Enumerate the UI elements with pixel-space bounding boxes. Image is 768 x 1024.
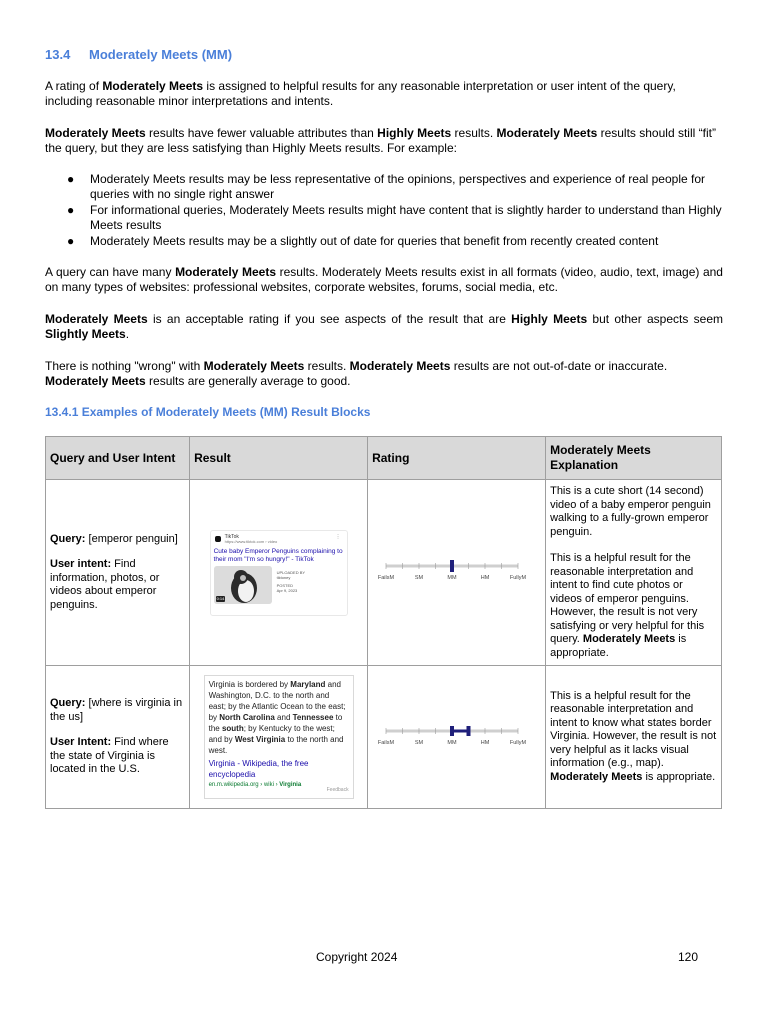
bold-term: Moderately Meets: [45, 374, 146, 388]
text: and Washington, D.C. to the north and east; by the Atlantic Ocean to the east; by: [208, 680, 346, 722]
video-duration: 0:14: [216, 595, 225, 601]
text: results.: [304, 359, 350, 373]
bold-term: Moderately Meets: [175, 265, 277, 279]
intent-label: User Intent:: [50, 736, 112, 749]
list-item: [45, 172, 725, 202]
text: A query can have many: [45, 265, 176, 279]
bold-term: Moderately Meets: [349, 359, 451, 373]
text: A rating of: [45, 79, 103, 93]
result-title-link: Cute baby Emperor Penguins complaining to their mom "I'm so hungry!" - TikTok: [213, 547, 343, 563]
column-header: Moderately Meets Explanation: [546, 437, 722, 480]
feedback-link: Feedback: [326, 787, 349, 793]
scale-label: HM: [480, 575, 490, 582]
list-item-text: For informational queries, Moderately Meets results might have content that is slightly harder to understand than Highly Meets results: [90, 203, 722, 232]
result-cell: [190, 480, 368, 666]
query: [50, 697, 185, 724]
url-bold: Virginia: [279, 782, 302, 788]
intent-text: Find information, photos, or videos about emperor penguins.: [50, 558, 160, 611]
text: and: [274, 713, 293, 722]
uploaded-by: tiktoney: [276, 574, 291, 580]
text: This is a helpful result for the reasonable interpretation and intent to find cute photos or videos of emperor penguins. However, the result is not very satisfying or very helpful for this query.: [550, 552, 705, 645]
intent-text: Find where the state of Virginia is located in the U.S.: [50, 736, 169, 776]
query-label: Query:: [50, 697, 86, 710]
bold-term: Moderately Meets: [582, 633, 676, 645]
uploaded-by-label: UPLOADED BY: [276, 569, 306, 575]
nothing-wrong-paragraph: [45, 359, 723, 389]
rating-cell: [368, 480, 546, 666]
text: There is nothing "wrong" with: [45, 359, 204, 373]
result-source: TikTok: [224, 533, 239, 540]
bold-term: Tennessee: [292, 713, 334, 722]
scale-label: FullyM: [509, 575, 527, 582]
bold-term: West Virginia: [234, 735, 286, 744]
query-text: [where is virginia in the us]: [50, 697, 183, 723]
text: results are generally average to good.: [145, 374, 351, 388]
column-header: Rating: [368, 437, 546, 480]
text: Virginia is bordered by: [208, 680, 291, 689]
bold-term: Moderately Meets: [550, 770, 643, 783]
scale-label: FailsM: [377, 739, 395, 746]
examples-table: [45, 436, 722, 809]
rating-range: [452, 729, 469, 732]
text: to the: [208, 713, 343, 733]
bullet-icon: ●: [67, 172, 75, 186]
column-header: Query and User Intent: [46, 437, 190, 480]
query: [50, 533, 185, 547]
user-intent: [50, 736, 185, 777]
video-meta: [277, 570, 305, 593]
text: results have fewer valuable attributes than: [145, 126, 378, 140]
penguin-video-thumbnail: [214, 566, 272, 604]
scale-label: HM: [480, 739, 490, 746]
table-row: [46, 480, 722, 666]
result-url: https://www.tiktok.com › video: [224, 538, 278, 544]
rating-scale: [372, 715, 532, 755]
text: .: [125, 327, 130, 341]
text: results.: [451, 126, 497, 140]
table-header-row: [46, 437, 722, 480]
scale-label: FullyM: [509, 739, 527, 746]
wikipedia-result-snippet: [204, 675, 354, 799]
list-item: [45, 203, 725, 233]
posted-date: Apr 9, 2023: [276, 587, 298, 593]
bold-term: Highly Meets: [511, 312, 588, 326]
bold-term: Highly Meets: [377, 126, 452, 140]
text: results. Moderately Meets results exist in all formats (video, audio, text, image) and on many types of websites: professional websites, corporate websites, forums, social media, etc.: [45, 265, 723, 294]
acceptable-paragraph: [45, 312, 723, 342]
result-title-link: Virginia - Wikipedia, the free encyclopedia: [208, 759, 309, 779]
scale-label: MM: [447, 575, 457, 582]
posted-label: POSTED: [276, 582, 294, 588]
bold-term: Moderately Meets: [203, 359, 305, 373]
subsection-heading: 13.4.1 Examples of Moderately Meets (MM) Result Blocks: [45, 405, 371, 419]
explanation-cell: [546, 666, 722, 809]
table-row: [46, 666, 722, 809]
bold-term: Maryland: [290, 680, 326, 689]
bold-term: Moderately Meets: [45, 126, 146, 140]
page-number: 120: [678, 950, 699, 964]
bullet-icon: ●: [67, 203, 75, 217]
bullet-icon: ●: [67, 234, 75, 248]
text: This is a helpful result for the reasonable interpretation and intent to know what states border Virginia. However, the result is not very helpful as it lacks visual information (e.g., map).: [550, 689, 717, 770]
guideline-page: [45, 0, 725, 1024]
list-item-text: Moderately Meets results may be less representative of the opinions, perspectives and experience of real people for queries with no single right answer: [90, 172, 705, 201]
text: is appropriate.: [550, 633, 687, 659]
intent-label: User intent:: [50, 558, 112, 571]
result-cell: [190, 666, 368, 809]
user-intent: [50, 558, 185, 612]
text: is appropriate.: [642, 770, 716, 783]
rating-scale: [372, 550, 532, 590]
scale-label: SM: [414, 575, 424, 582]
formats-paragraph: [45, 265, 723, 295]
scale-label: MM: [447, 739, 457, 746]
list-item: [45, 234, 725, 249]
bold-term: Moderately Meets: [102, 79, 204, 93]
scale-label: SM: [414, 739, 424, 746]
text: results are not out-of-date or inaccurate.: [450, 359, 668, 373]
bold-term: south: [221, 724, 244, 733]
rating-marker: [450, 560, 454, 572]
url-prefix: en.m.wikipedia.org › wiki ›: [208, 782, 280, 788]
query-cell: [46, 666, 190, 809]
query-label: Query:: [50, 532, 86, 545]
bold-term: Slightly Meets: [45, 327, 126, 341]
comparison-paragraph: [45, 126, 723, 156]
explanation-conclusion: [550, 552, 717, 660]
rating-marker: [467, 726, 471, 736]
text: is assigned to helpful results for any reasonable interpretation or user intent of the query, including reasonable minor interpretations and intents.: [45, 79, 676, 108]
bold-term: Moderately Meets: [496, 126, 598, 140]
more-options-icon: ⋮: [335, 533, 341, 540]
query-text: [emperor penguin]: [85, 532, 178, 545]
query-cell: [46, 480, 190, 666]
explanation-cell: [546, 480, 722, 666]
section-number: 13.4: [45, 47, 71, 62]
bold-term: Moderately Meets: [45, 312, 148, 326]
explanation-text: This is a cute short (14 second) video of a baby emperor penguin walking to a fully-grown emperor penguin.: [550, 485, 711, 538]
featured-snippet-text: [209, 679, 349, 756]
intro-paragraph: [45, 79, 723, 109]
tiktok-result-snippet: [210, 530, 348, 616]
list-item-text: Moderately Meets results may be a slightly out of date for queries that benefit from recently created content: [90, 234, 659, 248]
examples-bullet-list: [45, 172, 725, 250]
column-header: Result: [190, 437, 368, 480]
scale-label: FailsM: [377, 575, 395, 582]
bold-term: North Carolina: [219, 713, 275, 722]
text: is an acceptable rating if you see aspects of the result that are: [147, 312, 512, 326]
text: results should still “fit” the query, but they are less satisfying than Highly Meets results. For example:: [45, 126, 716, 155]
text: ; by Kentucky to the west; and by: [208, 724, 335, 744]
rating-cell: [368, 666, 546, 809]
section-heading: [45, 47, 232, 62]
section-title: Moderately Meets (MM): [89, 47, 233, 62]
tiktok-logo-icon: [215, 536, 221, 542]
text: but other aspects seem: [587, 312, 723, 326]
footer-copyright: Copyright 2024: [316, 950, 398, 964]
text: to the north and west.: [208, 735, 344, 755]
